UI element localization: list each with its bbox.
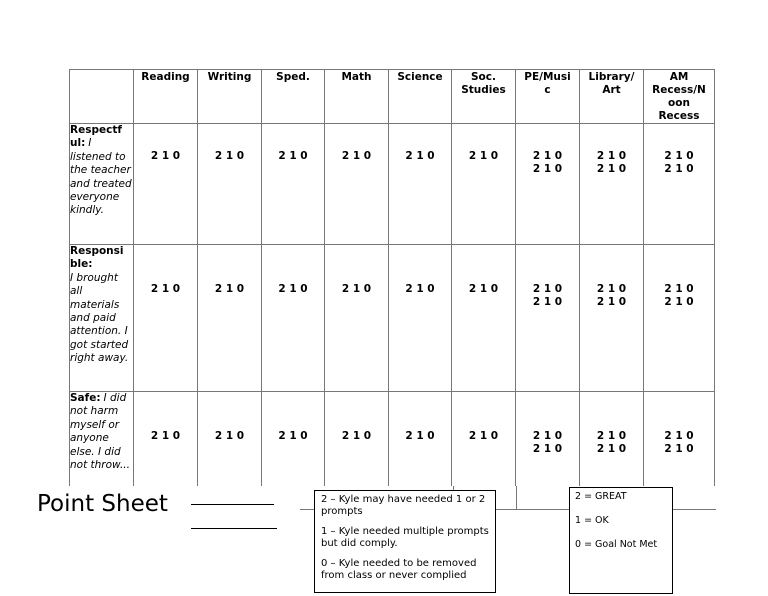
header-row xyxy=(70,70,715,124)
score-cell[interactable]: 2 1 0 2 1 0 xyxy=(644,245,715,392)
divider xyxy=(496,509,569,510)
score-cell[interactable]: 2 1 0 xyxy=(325,392,389,512)
legend-item: 0 – Kyle needed to be removed from class or never complied xyxy=(321,558,477,581)
score-cell[interactable]: 2 1 0 xyxy=(134,124,198,245)
score-cell[interactable]: 2 1 0 2 1 0 xyxy=(644,124,715,245)
score-cell[interactable]: 2 1 0 xyxy=(389,392,452,512)
date-blank-line[interactable] xyxy=(191,528,277,529)
score-cell[interactable]: 2 1 0 2 1 0 xyxy=(644,392,715,512)
point-sheet-table xyxy=(69,69,715,512)
score-cell[interactable]: 2 1 0 xyxy=(262,245,325,392)
page-title: Point Sheet xyxy=(37,491,168,517)
score-cell[interactable]: 2 1 0 xyxy=(452,124,516,245)
divider xyxy=(300,509,314,510)
score-cell[interactable]: 2 1 0 xyxy=(452,392,516,512)
legend-item: 0 = Goal Not Met xyxy=(575,539,658,550)
kyle-legend-box xyxy=(314,490,496,593)
score-cell[interactable]: 2 1 0 xyxy=(198,124,262,245)
score-cell[interactable]: 2 1 0 2 1 0 xyxy=(516,392,580,512)
score-cell[interactable]: 2 1 0 2 1 0 xyxy=(580,245,644,392)
row-label-respectful: Respectf ul: I listened to the teacher and treated everyone kindly. xyxy=(70,124,134,245)
score-cell[interactable]: 2 1 0 2 1 0 xyxy=(580,124,644,245)
table-row xyxy=(70,245,715,392)
score-cell[interactable]: 2 1 0 xyxy=(198,245,262,392)
score-cell[interactable]: 2 1 0 xyxy=(198,392,262,512)
score-cell[interactable]: 2 1 0 xyxy=(134,392,198,512)
corner-cell xyxy=(70,70,134,124)
legend-item: 2 – Kyle may have needed 1 or 2 prompts xyxy=(321,494,486,517)
score-cell[interactable]: 2 1 0 xyxy=(389,124,452,245)
divider xyxy=(516,486,517,510)
legend-item: 1 = OK xyxy=(575,515,609,526)
score-cell[interactable]: 2 1 0 xyxy=(452,245,516,392)
score-cell[interactable]: 2 1 0 2 1 0 xyxy=(516,245,580,392)
col-header-math: Math xyxy=(325,70,389,124)
score-cell[interactable]: 2 1 0 xyxy=(389,245,452,392)
divider xyxy=(673,509,716,510)
col-header-soc-studies: Soc. Studies xyxy=(452,70,516,124)
score-cell[interactable]: 2 1 0 xyxy=(262,392,325,512)
col-header-writing: Writing xyxy=(198,70,262,124)
scale-legend-box xyxy=(569,487,673,594)
col-header-library-art: Library/ Art xyxy=(580,70,644,124)
col-header-science: Science xyxy=(389,70,452,124)
legend-item: 2 = GREAT xyxy=(575,491,627,502)
table-row xyxy=(70,124,715,245)
row-label-safe: Safe: I did not harm myself or anyone else. I did not throw... xyxy=(70,392,134,512)
score-cell[interactable]: 2 1 0 2 1 0 xyxy=(580,392,644,512)
score-cell[interactable]: 2 1 0 xyxy=(134,245,198,392)
score-cell[interactable]: 2 1 0 xyxy=(262,124,325,245)
score-cell[interactable]: 2 1 0 xyxy=(325,245,389,392)
col-header-pe-music: PE/Musi c xyxy=(516,70,580,124)
score-cell[interactable]: 2 1 0 2 1 0 xyxy=(516,124,580,245)
col-header-recess: AM Recess/N oon Recess xyxy=(644,70,715,124)
col-header-sped: Sped. xyxy=(262,70,325,124)
col-header-reading: Reading xyxy=(134,70,198,124)
legend-item: 1 – Kyle needed multiple prompts but did comply. xyxy=(321,526,489,549)
row-label-responsible: Responsi ble: I brought all materials and paid attention. I got started right away. xyxy=(70,245,134,392)
name-blank-line[interactable] xyxy=(191,504,274,505)
score-cell[interactable]: 2 1 0 xyxy=(325,124,389,245)
